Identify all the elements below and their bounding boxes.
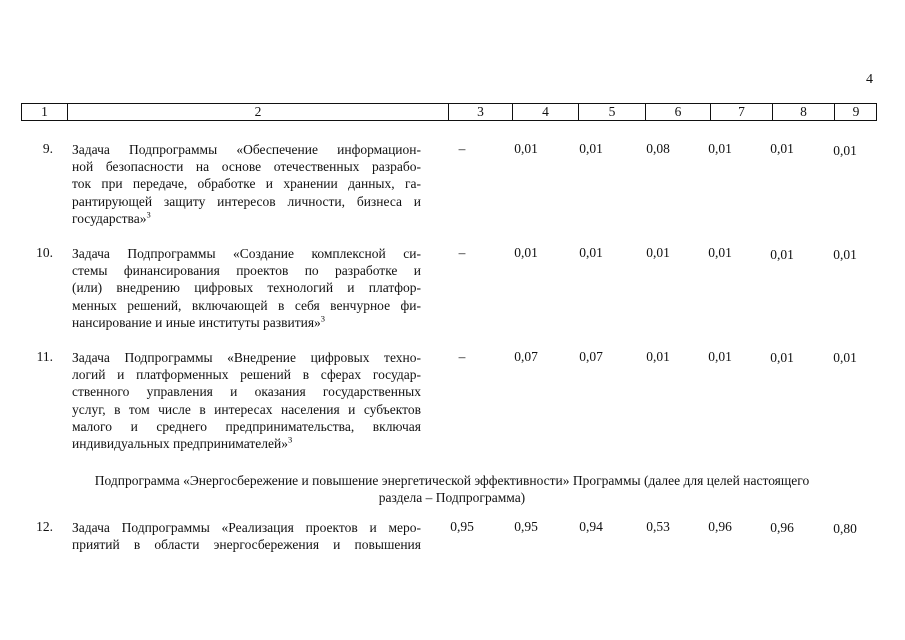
task-description bbox=[72, 245, 421, 331]
value-col-7: 0,96 bbox=[708, 519, 732, 534]
subprogram-heading-line-1: Подпрограмма «Энергосбережение и повышение энергетической эффективности» Программы (далее для целей настоящего bbox=[94, 473, 810, 488]
header-col-3: 3 bbox=[449, 104, 513, 120]
footnote-marker: 3 bbox=[320, 313, 326, 324]
value-col-8: 0,01 bbox=[770, 141, 794, 156]
row-number: 10. bbox=[36, 245, 53, 260]
header-col-1: 1 bbox=[22, 104, 68, 120]
value-col-4: 0,95 bbox=[514, 519, 538, 534]
value-col-5: 0,07 bbox=[579, 349, 603, 364]
value-col-8: 0,01 bbox=[770, 350, 794, 365]
value-col-3: – bbox=[458, 349, 466, 364]
value-col-6: 0,01 bbox=[646, 245, 670, 260]
value-col-6: 0,08 bbox=[646, 141, 670, 156]
value-col-6: 0,53 bbox=[646, 519, 670, 534]
value-col-4: 0,01 bbox=[514, 245, 538, 260]
task-line: малого и среднего предпринимательства, включая bbox=[72, 418, 421, 434]
value-col-5: 0,01 bbox=[579, 141, 603, 156]
value-col-9: 0,01 bbox=[833, 247, 857, 262]
task-line: услуг, в том числе в интересах населения и субъектов bbox=[72, 401, 421, 417]
value-col-3: 0,95 bbox=[450, 519, 474, 534]
task-line: приятий в области энергосбережения и повышения bbox=[72, 537, 421, 553]
value-col-7: 0,01 bbox=[708, 141, 732, 156]
task-line: рантирующей защиту интересов личности, бизнеса и bbox=[72, 193, 421, 209]
task-line: ной безопасности на основе отечественных разрабо- bbox=[72, 159, 421, 175]
task-line: (или) внедрению цифровых технологий и платфор- bbox=[72, 280, 421, 296]
task-line: ток при передаче, обработке и хранении данных, га- bbox=[72, 176, 421, 192]
task-description bbox=[72, 349, 421, 452]
header-col-9: 9 bbox=[852, 104, 860, 119]
value-col-4: 0,07 bbox=[514, 349, 538, 364]
task-line: стемы финансирования проектов по разработке и bbox=[72, 263, 421, 279]
value-col-5: 0,01 bbox=[579, 245, 603, 260]
value-col-3: – bbox=[458, 245, 466, 260]
row-number: 9. bbox=[42, 141, 53, 156]
task-line: ственного управления и оказания государственных bbox=[72, 384, 421, 400]
footnote-marker: 3 bbox=[146, 209, 151, 220]
task-description bbox=[72, 519, 421, 553]
value-col-8: 0,01 bbox=[770, 247, 794, 262]
row-number: 12. bbox=[36, 519, 53, 534]
header-col-7: 7 bbox=[711, 104, 773, 120]
task-line: государства»$^3$ bbox=[72, 209, 151, 226]
header-col-4: 4 bbox=[513, 104, 579, 120]
table-header-row bbox=[21, 103, 877, 121]
value-col-7: 0,01 bbox=[708, 349, 732, 364]
value-col-8: 0,96 bbox=[770, 520, 794, 535]
task-line: логий и платформенных решений в сферах государ- bbox=[72, 367, 421, 383]
task-line: Задача Подпрограммы «Реализация проектов и меро- bbox=[72, 520, 421, 535]
task-line: Задача Подпрограммы «Создание комплексной си- bbox=[72, 246, 421, 261]
value-col-5: 0,94 bbox=[579, 519, 603, 534]
subprogram-heading-line-2: раздела – Подпрограмма) bbox=[378, 490, 526, 505]
value-col-9: 0,01 bbox=[833, 350, 857, 365]
header-col-2: 2 bbox=[68, 104, 449, 120]
task-line: Задача Подпрограммы «Обеспечение информацион- bbox=[72, 142, 421, 157]
value-col-7: 0,01 bbox=[708, 245, 732, 260]
task-line: нансирование и иные институты развития»$^3$ bbox=[72, 313, 326, 330]
task-description bbox=[72, 141, 421, 227]
value-col-6: 0,01 bbox=[646, 349, 670, 364]
task-line: менных решений, включающей в себя венчурное фи- bbox=[72, 297, 421, 313]
header-col-6: 6 bbox=[646, 104, 711, 120]
header-col-5: 5 bbox=[579, 104, 646, 120]
value-col-9: 0,01 bbox=[833, 143, 857, 158]
task-line: индивидуальных предпринимателей»$^3$ bbox=[72, 434, 293, 451]
value-col-4: 0,01 bbox=[514, 141, 538, 156]
footnote-marker: 3 bbox=[288, 434, 293, 445]
row-number: 11. bbox=[36, 349, 53, 364]
header-col-8: 8 bbox=[773, 104, 835, 120]
value-col-3: – bbox=[458, 141, 466, 156]
subprogram-heading bbox=[40, 472, 864, 506]
task-line: Задача Подпрограммы «Внедрение цифровых техно- bbox=[72, 350, 421, 365]
page-number: 4 bbox=[866, 72, 873, 87]
value-col-9: 0,80 bbox=[833, 521, 857, 536]
